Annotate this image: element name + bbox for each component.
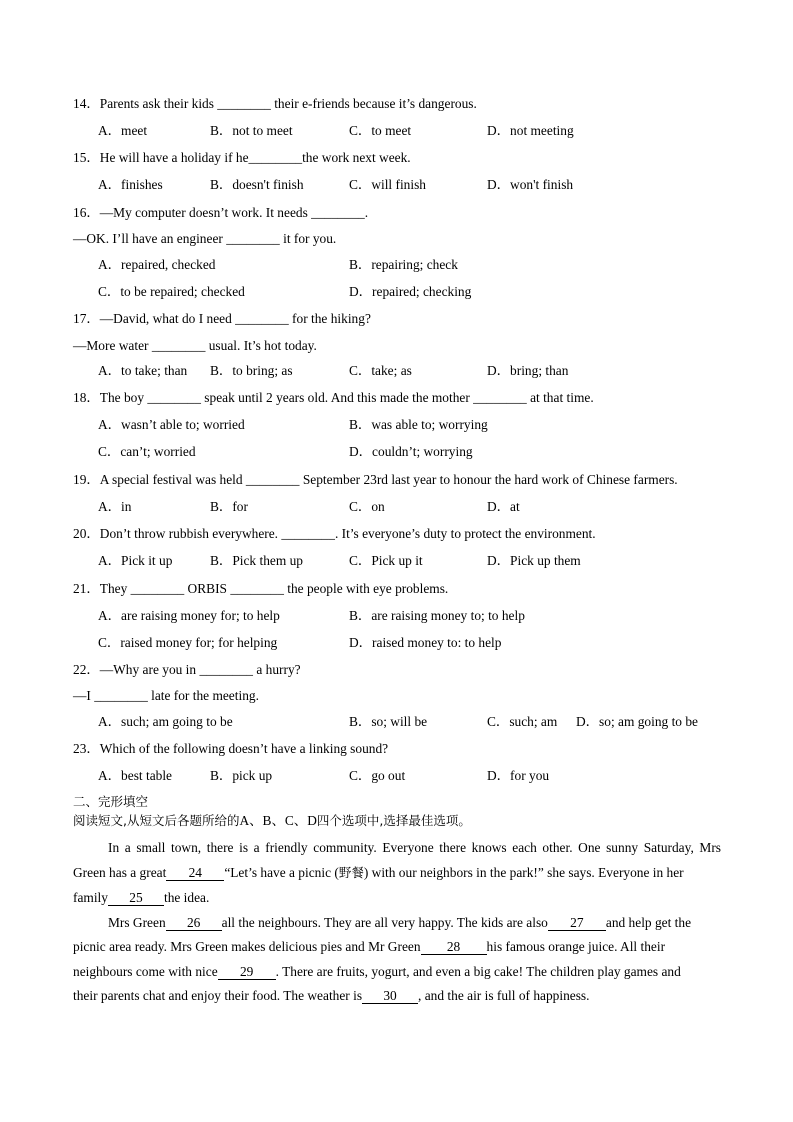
question-16-option-b: B．repairing; check <box>349 257 458 272</box>
question-19-option-a: A．in <box>98 499 132 514</box>
text-span: . There are fruits, yogurt, and even a big cake! The children play games and <box>275 964 681 979</box>
question-16-stem: 16．—My computer doesn’t work. It needs ________. <box>73 205 369 220</box>
question-20-stem: 20．Don’t throw rubbish everywhere. ________. It’s everyone’s duty to protect the environment. <box>73 526 596 541</box>
passage-p2-line3 <box>73 964 721 980</box>
question-21-option-d: D．raised money to: to help <box>349 635 502 650</box>
passage-p2-line1 <box>108 915 756 931</box>
blank-24: 24 <box>166 866 224 881</box>
question-14-option-b: B．not to meet <box>210 123 293 138</box>
question-15-option-b: B．doesn't finish <box>210 177 304 192</box>
question-22-stem-reply: —I ________ late for the meeting. <box>73 688 259 703</box>
text-span: ) with our neighbors in the park!” she says. Everyone in her <box>363 865 684 880</box>
passage-p1-line1: In a small town, there is a friendly community. Everyone there knows each other. One sunny Saturday, Mrs <box>108 840 721 855</box>
question-15-stem: 15．He will have a holiday if he________the work next week. <box>73 150 411 165</box>
question-15-option-d: D．won't finish <box>487 177 574 192</box>
blank-26: 26 <box>166 916 222 931</box>
question-22-stem: 22．—Why are you in ________ a hurry? <box>73 662 301 677</box>
section-instruction <box>73 813 471 829</box>
text-span: Mrs Green <box>108 915 166 930</box>
question-23-option-b: B．pick up <box>210 768 273 783</box>
question-18-option-d: D．couldn’t; worrying <box>349 444 473 459</box>
question-18-option-a: A．wasn’t able to; worried <box>98 417 245 432</box>
question-23-option-c: C．go out <box>349 768 406 783</box>
text-span: “Let’s have a picnic ( <box>224 865 339 880</box>
question-20-option-b: B．Pick them up <box>210 553 303 568</box>
question-19-option-c: C．on <box>349 499 385 514</box>
text-span: and help get the <box>605 915 692 930</box>
question-22-option-c: C．such; am <box>487 714 558 729</box>
question-19-option-b: B．for <box>210 499 248 514</box>
question-17-option-c: C．take; as <box>349 363 412 378</box>
section-heading: 二、完形填空 <box>73 794 149 809</box>
blank-28: 28 <box>421 940 487 955</box>
text-span-cjk: 野餐 <box>338 865 364 880</box>
question-15-option-c: C．will finish <box>349 177 427 192</box>
question-17-option-d: D．bring; than <box>487 363 569 378</box>
question-23-option-a: A．best table <box>98 768 173 783</box>
instruction-pre: 阅读短文,从短文后各题所给的 <box>73 813 240 828</box>
text-span: their parents chat and enjoy their food. The weather is <box>73 988 363 1003</box>
question-18-stem: 18．The boy ________ speak until 2 years old. And this made the mother ________ at that time. <box>73 390 594 405</box>
question-20-option-d: D．Pick up them <box>487 553 581 568</box>
question-15-option-a: A．finishes <box>98 177 163 192</box>
question-22-option-a: A．such; am going to be <box>98 714 233 729</box>
question-16-option-a: A．repaired, checked <box>98 257 216 272</box>
instruction-post: 四个选项中,选择最佳选项。 <box>316 813 471 828</box>
passage-p2-line4 <box>73 988 721 1004</box>
question-19-stem: 19．A special festival was held ________ September 23rd last year to honour the hard work of Chinese farmers. <box>73 472 678 487</box>
text-span: , and the air is full of happiness. <box>418 988 590 1003</box>
question-21-option-a: A．are raising money for; to help <box>98 608 280 623</box>
instruction-letters: A、B、C、D <box>239 813 317 828</box>
question-16-stem-reply: —OK. I’ll have an engineer ________ it for you. <box>73 231 337 246</box>
text-span: Green has a great <box>73 865 167 880</box>
passage-p2-line2 <box>73 939 721 955</box>
text-span: his famous orange juice. All their <box>486 939 666 954</box>
question-22-option-b: B．so; will be <box>349 714 428 729</box>
question-19-option-d: D．at <box>487 499 520 514</box>
question-14-option-c: C．to meet <box>349 123 412 138</box>
question-17-stem: 17．—David, what do I need ________ for the hiking? <box>73 311 371 326</box>
text-span: picnic area ready. Mrs Green makes delicious pies and Mr Green <box>73 939 421 954</box>
question-22-option-d: D．so; am going to be <box>576 714 698 729</box>
question-21-option-b: B．are raising money to; to help <box>349 608 525 623</box>
text-span: neighbours come with nice <box>73 964 218 979</box>
question-14-option-d: D．not meeting <box>487 123 574 138</box>
question-23-option-d: D．for you <box>487 768 550 783</box>
question-20-option-a: A．Pick it up <box>98 553 173 568</box>
text-span: all the neighbours. They are all very happy. The kids are also <box>221 915 548 930</box>
question-18-option-b: B．was able to; worrying <box>349 417 488 432</box>
question-20-option-c: C．Pick up it <box>349 553 423 568</box>
question-17-option-a: A．to take; than <box>98 363 188 378</box>
question-14-stem: 14．Parents ask their kids ________ their e-friends because it’s dangerous. <box>73 96 477 111</box>
question-23-stem: 23．Which of the following doesn’t have a linking sound? <box>73 741 389 756</box>
question-14-option-a: A．meet <box>98 123 148 138</box>
question-16-option-d: D．repaired; checking <box>349 284 472 299</box>
text-span: family <box>73 890 108 905</box>
blank-30: 30 <box>362 989 418 1004</box>
blank-25: 25 <box>108 891 164 906</box>
question-18-option-c: C．can’t; worried <box>98 444 196 459</box>
question-21-option-c: C．raised money for; for helping <box>98 635 278 650</box>
text-span: the idea. <box>163 890 210 905</box>
blank-29: 29 <box>218 965 276 980</box>
question-17-stem-reply: —More water ________ usual. It’s hot today. <box>73 338 317 353</box>
question-17-option-b: B．to bring; as <box>210 363 293 378</box>
passage-p1-line2 <box>73 865 721 881</box>
question-16-option-c: C．to be repaired; checked <box>98 284 245 299</box>
passage-p1-line3 <box>73 890 721 906</box>
question-21-stem: 21．They ________ ORBIS ________ the people with eye problems. <box>73 581 449 596</box>
blank-27: 27 <box>548 916 606 931</box>
